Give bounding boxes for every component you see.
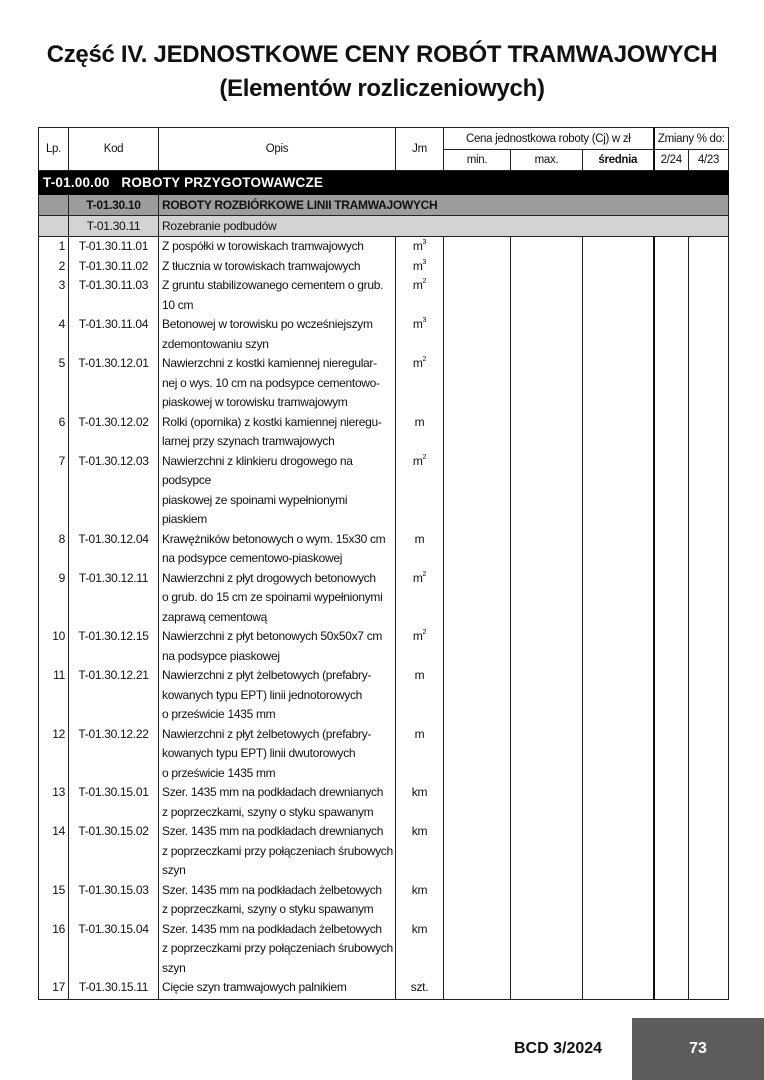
- row-srednia: [583, 725, 654, 784]
- row-jm-unit: m: [412, 570, 423, 585]
- header-zmiany-2-24: 2/24: [654, 150, 689, 171]
- row-min: [444, 315, 511, 354]
- row-srednia: [583, 354, 654, 413]
- row-opis-line: Nawierzchni z płyt drogowych betonowych: [162, 570, 376, 585]
- row-srednia: [583, 276, 654, 315]
- row-max: [511, 315, 583, 354]
- row-jm-unit: m: [414, 414, 425, 429]
- row-opis: [159, 413, 396, 452]
- row-opis-line: 10 cm: [162, 297, 194, 312]
- row-jm-exponent: 2: [422, 570, 427, 578]
- header-zmiany-4-23: 4/23: [689, 150, 729, 171]
- row-max: [511, 881, 583, 920]
- row-lp: 6: [39, 413, 69, 452]
- price-table: [38, 127, 729, 1000]
- row-kod: T-01.30.12.21: [69, 666, 159, 725]
- row-zmiany-2-24: [654, 452, 689, 530]
- row-opis-line: z poprzeczkami, szyny o styku spawanym: [162, 804, 374, 819]
- row-srednia: [583, 315, 654, 354]
- page-title: [0, 38, 764, 106]
- row-max: [511, 666, 583, 725]
- table-body: [39, 171, 729, 1000]
- row-jm-unit: km: [411, 785, 428, 799]
- row-zmiany-4-23: [689, 315, 729, 354]
- table-row: [39, 413, 729, 452]
- row-opis-line: o grub. do 15 cm ze spoinami wypełnionymi: [162, 590, 383, 604]
- section-name: ROBOTY PRZYGOTOWAWCZE: [121, 175, 324, 190]
- row-min: [444, 627, 511, 666]
- row-opis-line: z poprzeczkami przy połączeniach śrubowych: [162, 941, 393, 955]
- row-opis-line: kowanych typu EPT) linii jednotorowych: [162, 687, 363, 702]
- row-opis: [159, 354, 396, 413]
- table-row: [39, 354, 729, 413]
- table-row: [39, 666, 729, 725]
- row-zmiany-2-24: [654, 237, 689, 257]
- header-zmiany-group: Zmiany % do:: [654, 128, 729, 150]
- row-srednia: [583, 452, 654, 530]
- row-opis-line: Rolki (opornika) z kostki kamiennej nieregu-: [162, 414, 382, 429]
- row-opis: [159, 452, 396, 530]
- row-lp: 16: [39, 920, 69, 979]
- row-opis-line: szyn: [162, 960, 186, 975]
- row-srednia: [583, 237, 654, 257]
- row-jm-unit: m: [412, 453, 423, 468]
- row-min: [444, 257, 511, 277]
- row-zmiany-2-24: [654, 413, 689, 452]
- group-name: Rozebranie podbudów: [159, 216, 729, 237]
- row-opis-line: Betonowej w torowisku po wcześniejszym: [162, 317, 373, 331]
- row-kod: T-01.30.12.02: [69, 413, 159, 452]
- row-zmiany-4-23: [689, 354, 729, 413]
- row-zmiany-2-24: [654, 257, 689, 277]
- row-jm: [396, 315, 444, 354]
- row-jm: [396, 413, 444, 452]
- title-line-1: Część IV. JEDNOSTKOWE CENY ROBÓT TRAMWAJOWYCH: [46, 41, 718, 68]
- row-opis: [159, 627, 396, 666]
- row-zmiany-2-24: [654, 881, 689, 920]
- row-jm-unit: m: [412, 278, 423, 292]
- row-zmiany-2-24: [654, 920, 689, 979]
- row-srednia: [583, 569, 654, 628]
- row-zmiany-2-24: [654, 315, 689, 354]
- row-zmiany-2-24: [654, 276, 689, 315]
- row-opis: [159, 978, 396, 999]
- row-jm: [396, 783, 444, 822]
- row-jm-exponent: 2: [422, 278, 427, 285]
- row-jm-exponent: 3: [422, 239, 427, 246]
- row-jm: [396, 881, 444, 920]
- header-max: max.: [511, 150, 583, 171]
- row-jm: [396, 354, 444, 413]
- table-row: [39, 257, 729, 277]
- row-opis-line: o prześwicie 1435 mm: [162, 707, 276, 721]
- row-kod: T-01.30.15.11: [69, 978, 159, 999]
- row-opis-line: Nawierzchni z płyt żelbetowych (prefabry-: [162, 668, 372, 682]
- row-jm: [396, 276, 444, 315]
- row-zmiany-4-23: [689, 920, 729, 979]
- row-kod: T-01.30.11.04: [69, 315, 159, 354]
- title-line-2: (Elementów rozliczeniowych): [219, 75, 545, 102]
- row-kod: T-01.30.12.11: [69, 569, 159, 628]
- table-row: [39, 627, 729, 666]
- row-opis-line: zaprawą cementową: [162, 609, 267, 624]
- row-srednia: [583, 627, 654, 666]
- section-row: [39, 171, 729, 195]
- table-row: [39, 276, 729, 315]
- row-srednia: [583, 822, 654, 881]
- row-opis: [159, 666, 396, 725]
- row-zmiany-4-23: [689, 783, 729, 822]
- row-min: [444, 725, 511, 784]
- table-row: [39, 530, 729, 569]
- row-min: [444, 569, 511, 628]
- row-srednia: [583, 783, 654, 822]
- row-min: [444, 978, 511, 999]
- row-max: [511, 237, 583, 257]
- table-row: [39, 452, 729, 530]
- group-row: [39, 216, 729, 237]
- row-opis: [159, 257, 396, 277]
- row-jm: [396, 237, 444, 257]
- row-jm: [396, 452, 444, 530]
- row-opis: [159, 920, 396, 979]
- row-opis-line: Szer. 1435 mm na podkładach żelbetowych: [162, 882, 382, 897]
- row-max: [511, 452, 583, 530]
- row-lp: 7: [39, 452, 69, 530]
- row-opis-line: Z tłucznia w torowiskach tramwajowych: [162, 258, 361, 273]
- row-kod: T-01.30.15.04: [69, 920, 159, 979]
- row-min: [444, 237, 511, 257]
- row-min: [444, 881, 511, 920]
- table-row: [39, 237, 729, 257]
- row-jm: [396, 666, 444, 725]
- row-jm: [396, 530, 444, 569]
- row-min: [444, 666, 511, 725]
- row-lp: 12: [39, 725, 69, 784]
- row-opis: [159, 822, 396, 881]
- row-kod: T-01.30.11.02: [69, 257, 159, 277]
- row-jm-unit: m: [412, 629, 423, 643]
- row-opis-line: szyn: [162, 863, 186, 877]
- row-max: [511, 978, 583, 999]
- row-opis: [159, 530, 396, 569]
- row-kod: T-01.30.12.01: [69, 354, 159, 413]
- row-opis-line: zdemontowaniu szyn: [162, 336, 269, 351]
- row-max: [511, 725, 583, 784]
- row-opis-line: Szer. 1435 mm na podkładach żelbetowych: [162, 921, 382, 936]
- subsection-code: T-01.30.10: [69, 195, 159, 216]
- row-jm-unit: km: [411, 824, 428, 838]
- row-opis: [159, 725, 396, 784]
- row-zmiany-4-23: [689, 452, 729, 530]
- row-srednia: [583, 666, 654, 725]
- row-srednia: [583, 920, 654, 979]
- table-row: [39, 315, 729, 354]
- row-max: [511, 276, 583, 315]
- row-zmiany-4-23: [689, 978, 729, 999]
- row-jm-unit: m: [412, 258, 423, 273]
- row-jm-exponent: 2: [422, 629, 427, 636]
- row-opis-line: Cięcie szyn tramwajowych palnikiem: [162, 980, 347, 994]
- row-zmiany-2-24: [654, 354, 689, 413]
- row-kod: T-01.30.11.03: [69, 276, 159, 315]
- row-opis: [159, 237, 396, 257]
- row-jm-unit: m: [414, 531, 425, 546]
- row-kod: T-01.30.12.15: [69, 627, 159, 666]
- row-opis-line: Krawężników betonowych o wym. 15x30 cm: [162, 531, 386, 546]
- row-opis-line: piaskowej w torowisku tramwajowym: [162, 395, 348, 409]
- row-opis-line: Nawierzchni z płyt betonowych 50x50x7 cm: [162, 629, 383, 643]
- table-row: [39, 822, 729, 881]
- row-max: [511, 783, 583, 822]
- row-min: [444, 920, 511, 979]
- group-code: T-01.30.11: [69, 216, 159, 237]
- row-jm-unit: m: [412, 317, 423, 331]
- header-min: min.: [444, 150, 511, 171]
- row-min: [444, 452, 511, 530]
- row-jm: [396, 257, 444, 277]
- row-srednia: [583, 881, 654, 920]
- row-max: [511, 822, 583, 881]
- header-opis: Opis: [159, 128, 396, 171]
- table-row: [39, 920, 729, 979]
- row-opis: [159, 315, 396, 354]
- row-lp: 11: [39, 666, 69, 725]
- table-row: [39, 569, 729, 628]
- row-max: [511, 354, 583, 413]
- header-kod: Kod: [69, 128, 159, 171]
- row-zmiany-4-23: [689, 627, 729, 666]
- row-opis: [159, 881, 396, 920]
- row-jm: [396, 978, 444, 999]
- section-code: T-01.00.00: [43, 175, 110, 190]
- row-min: [444, 413, 511, 452]
- subsection-row: [39, 195, 729, 216]
- row-opis-line: na podsypce piaskowej: [162, 648, 280, 663]
- row-kod: T-01.30.11.01: [69, 237, 159, 257]
- row-jm-exponent: 3: [422, 258, 427, 266]
- row-srednia: [583, 257, 654, 277]
- row-max: [511, 920, 583, 979]
- row-lp: 5: [39, 354, 69, 413]
- table-row: [39, 725, 729, 784]
- row-srednia: [583, 413, 654, 452]
- row-lp: 8: [39, 530, 69, 569]
- row-opis-line: Nawierzchni z kostki kamiennej nieregular-: [162, 356, 377, 370]
- row-opis-line: kowanych typu EPT) linii dwutorowych: [162, 746, 356, 760]
- row-opis-line: Nawierzchni z klinkieru drogowego na podsypce: [162, 453, 353, 487]
- row-opis-line: na podsypce cementowo-piaskowej: [162, 551, 343, 565]
- subsection-name: ROBOTY ROZBIÓRKOWE LINII TRAMWAJOWYCH: [159, 195, 729, 216]
- table-row: [39, 783, 729, 822]
- row-opis-line: z poprzeczkami przy połączeniach śrubowych: [162, 843, 393, 858]
- header-jm: Jm: [396, 128, 444, 171]
- row-jm-unit: m: [414, 668, 425, 682]
- row-zmiany-2-24: [654, 530, 689, 569]
- row-zmiany-2-24: [654, 569, 689, 628]
- row-min: [444, 822, 511, 881]
- row-lp: 9: [39, 569, 69, 628]
- row-jm-unit: m: [412, 239, 423, 253]
- row-min: [444, 783, 511, 822]
- row-lp: 15: [39, 881, 69, 920]
- row-jm: [396, 822, 444, 881]
- row-lp: 2: [39, 257, 69, 277]
- row-kod: T-01.30.12.22: [69, 725, 159, 784]
- row-opis-line: piaskowej ze spoinami wypełnionymi piaskiem: [162, 492, 348, 526]
- row-max: [511, 569, 583, 628]
- table-header: [39, 128, 729, 171]
- header-srednia: średnia: [583, 150, 654, 171]
- row-kod: T-01.30.15.03: [69, 881, 159, 920]
- row-max: [511, 257, 583, 277]
- table-row: [39, 881, 729, 920]
- row-kod: T-01.30.15.02: [69, 822, 159, 881]
- row-max: [511, 413, 583, 452]
- row-jm-exponent: 2: [422, 453, 427, 461]
- row-min: [444, 530, 511, 569]
- row-max: [511, 627, 583, 666]
- row-zmiany-2-24: [654, 822, 689, 881]
- row-zmiany-2-24: [654, 978, 689, 999]
- row-opis: [159, 276, 396, 315]
- row-opis-line: Z pospółki w torowiskach tramwajowych: [162, 239, 364, 253]
- header-cena-group: Cena jednostkowa roboty (Cj) w zł: [444, 128, 654, 150]
- row-opis-line: nej o wys. 10 cm na podsypce cementowo-: [162, 375, 380, 390]
- row-jm-unit: szt.: [410, 980, 429, 994]
- row-jm-unit: m: [414, 726, 425, 741]
- row-lp: 3: [39, 276, 69, 315]
- row-opis: [159, 783, 396, 822]
- row-lp: 14: [39, 822, 69, 881]
- row-kod: T-01.30.12.03: [69, 452, 159, 530]
- row-zmiany-4-23: [689, 725, 729, 784]
- row-srednia: [583, 978, 654, 999]
- row-zmiany-4-23: [689, 257, 729, 277]
- row-jm: [396, 725, 444, 784]
- row-zmiany-2-24: [654, 783, 689, 822]
- row-opis-line: Szer. 1435 mm na podkładach drewnianych: [162, 785, 384, 799]
- row-kod: T-01.30.15.01: [69, 783, 159, 822]
- row-zmiany-2-24: [654, 666, 689, 725]
- row-srednia: [583, 530, 654, 569]
- row-zmiany-4-23: [689, 413, 729, 452]
- row-zmiany-4-23: [689, 237, 729, 257]
- row-jm-exponent: 3: [422, 317, 427, 324]
- row-lp: 4: [39, 315, 69, 354]
- row-lp: 17: [39, 978, 69, 999]
- row-opis-line: o prześwicie 1435 mm: [162, 765, 276, 780]
- row-opis-line: Szer. 1435 mm na podkładach drewnianych: [162, 824, 384, 838]
- page-number: 73: [632, 1018, 764, 1080]
- row-zmiany-2-24: [654, 725, 689, 784]
- row-jm: [396, 627, 444, 666]
- row-opis-line: Nawierzchni z płyt żelbetowych (prefabry-: [162, 726, 372, 741]
- header-lp: Lp.: [39, 128, 69, 171]
- journal-issue: BCD 3/2024: [514, 1040, 603, 1057]
- row-jm-unit: m: [412, 356, 423, 370]
- table-row: [39, 978, 729, 999]
- row-zmiany-4-23: [689, 530, 729, 569]
- row-lp: 10: [39, 627, 69, 666]
- row-min: [444, 354, 511, 413]
- row-zmiany-4-23: [689, 666, 729, 725]
- row-opis-line: larnej przy szynach tramwajowych: [162, 434, 335, 448]
- row-jm-unit: km: [411, 921, 428, 936]
- row-kod: T-01.30.12.04: [69, 530, 159, 569]
- row-zmiany-4-23: [689, 881, 729, 920]
- section-title: [39, 171, 729, 195]
- row-zmiany-4-23: [689, 569, 729, 628]
- row-opis: [159, 569, 396, 628]
- row-jm: [396, 569, 444, 628]
- row-lp: 1: [39, 237, 69, 257]
- row-zmiany-4-23: [689, 822, 729, 881]
- row-opis-line: Z gruntu stabilizowanego cementem o grub.: [162, 278, 384, 292]
- row-opis-line: z poprzeczkami, szyny o styku spawanym: [162, 902, 374, 916]
- row-jm: [396, 920, 444, 979]
- row-jm-exponent: 2: [422, 356, 427, 363]
- row-max: [511, 530, 583, 569]
- row-jm-unit: km: [411, 882, 428, 897]
- row-zmiany-2-24: [654, 627, 689, 666]
- row-lp: 13: [39, 783, 69, 822]
- row-min: [444, 276, 511, 315]
- row-zmiany-4-23: [689, 276, 729, 315]
